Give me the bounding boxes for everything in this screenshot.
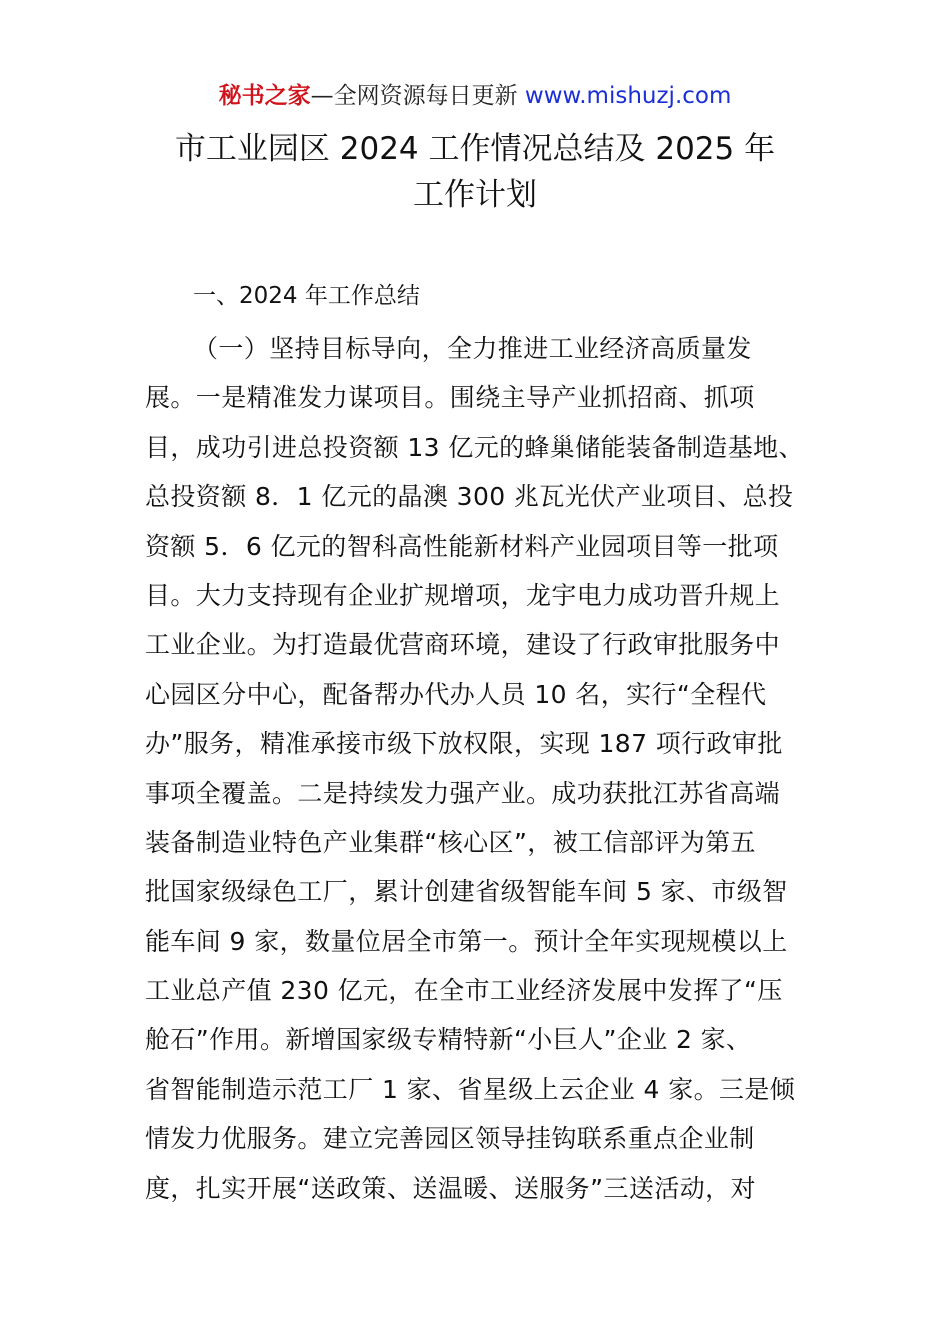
body-line: 目，成功引进总投资额 13 亿元的蜂巢储能装备制造基地、: [145, 432, 804, 462]
body-line: 度，扎实开展“送政策、送温暖、送服务”三送活动，对: [145, 1173, 756, 1203]
title-line-1: 市工业园区 2024 工作情况总结及 2025 年: [174, 131, 776, 167]
brand-name: 秘书之家: [218, 83, 311, 109]
body-line: 总投资额 8．1 亿元的晶澳 300 兆瓦光伏产业项目、总投: [145, 482, 794, 512]
site-header: [0, 80, 950, 112]
document-title: [0, 126, 950, 218]
body-paragraph: [145, 324, 810, 1213]
body-line: 情发力优服务。建立完善园区领导挂钩联系重点企业制: [145, 1124, 755, 1154]
body-line: 办”服务，精准承接市级下放权限，实现 187 项行政审批: [145, 729, 783, 759]
body-line: 省智能制造示范工厂 1 家、省星级上云企业 4 家。三是倾: [145, 1074, 796, 1104]
body-line: 批国家级绿色工厂，累计创建省级智能车间 5 家、市级智: [145, 877, 788, 907]
body-line: 舱石”作用。新增国家级专精特新“小巨人”企业 2 家、: [145, 1025, 752, 1055]
body-line: 展。一是精准发力谋项目。围绕主导产业抓招商、抓项: [145, 383, 755, 413]
site-url-link[interactable]: www.mishuzj.com: [524, 83, 732, 109]
body-line: 能车间 9 家，数量位居全市第一。预计全年实现规模以上: [145, 926, 788, 956]
section-heading: 一、2024 年工作总结: [193, 283, 420, 309]
header-slogan: —全网资源每日更新: [310, 83, 518, 109]
body-line: 工业企业。为打造最优营商环境，建设了行政审批服务中: [145, 630, 781, 660]
body-line: 目。大力支持现有企业扩规增项，龙宇电力成功晋升规上: [145, 580, 781, 610]
body-line: （一）坚持目标导向，全力推进工业经济高质量发: [193, 334, 752, 363]
title-line-2: 工作计划: [413, 177, 537, 213]
body-line: 资额 5．6 亿元的智科高性能新材料产业园项目等一批项: [145, 531, 779, 561]
body-line: 工业总产值 230 亿元，在全市工业经济发展中发挥了“压: [145, 976, 783, 1006]
body-line: 心园区分中心，配备帮办代办人员 10 名，实行“全程代: [145, 679, 767, 709]
body-line: 装备制造业特色产业集群“核心区”，被工信部评为第五: [145, 827, 756, 857]
body-line: 事项全覆盖。二是持续发力强产业。成功获批江苏省高端: [145, 778, 781, 808]
